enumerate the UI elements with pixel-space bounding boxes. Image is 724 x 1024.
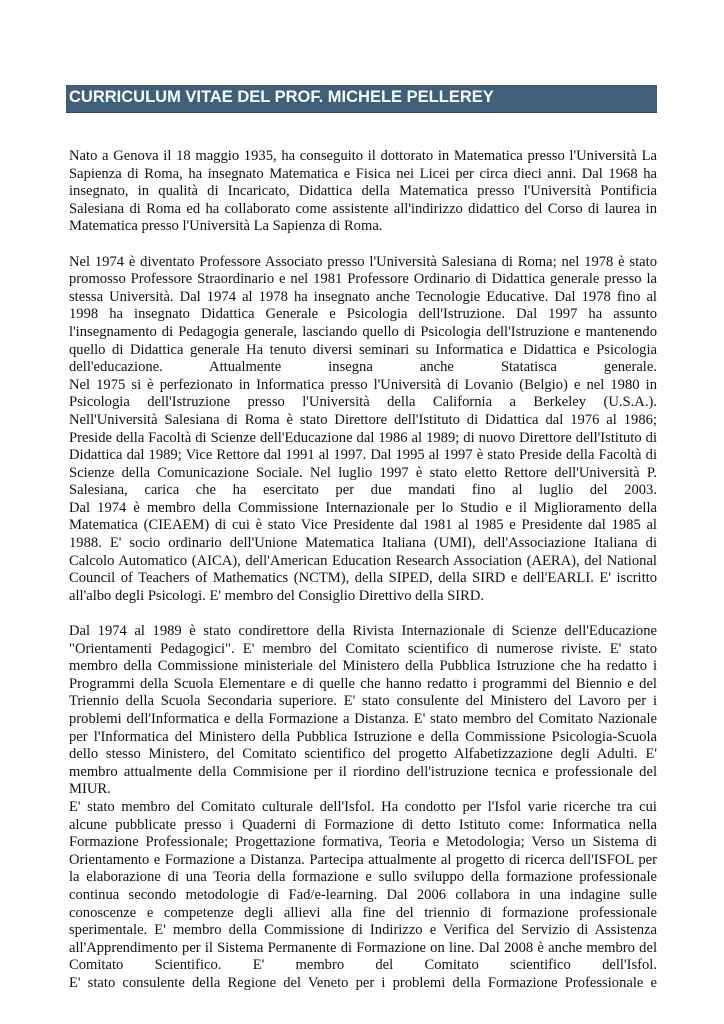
text-line: alcune pubblicate presso i Quaderni di Formazione di detto Istituto come: Informatica nella	[69, 816, 657, 833]
text-line: 1988. E' socio ordinario dell'Unione Matematica Italiana (UMI), dell'Associazione Italiana di	[69, 535, 657, 552]
text-line: Scienze della Comunicazione Sociale. Nel luglio 1997 è stato eletto Rettore dell'Università P.	[69, 464, 657, 481]
paragraph-1	[69, 148, 657, 236]
text-line: Formazione Professionale; Progettazione formativa, Teoria e Metodologia; Verso un Sistema di	[69, 834, 657, 851]
paragraph-2	[69, 254, 657, 606]
text-line: Nel 1974 è diventato Professore Associato presso l'Università Salesiana di Roma; nel 1978 è stato	[69, 253, 657, 270]
text-line: Orientamento e Formazione a Distanza. Partecipa attualmente al progetto di ricerca dell'ISFOL per	[69, 851, 657, 868]
text-line: Programmi della Scuola Elementare e di quelle che hanno redatto i programmi del Biennio e del	[69, 675, 657, 692]
text-line: Comitato Scientifico. E' membro del Comitato scientifico dell'Isfol.	[69, 957, 657, 974]
text-line: dell'educazione. Attualmente insegna anche Statatisca generale.	[69, 359, 657, 376]
text-line: all'Apprendimento per il Sistema Permanente di Formazione on line. Dal 2008 è anche membro del	[69, 939, 657, 956]
text-line: promosso Professore Straordinario e nel 1981 Professore Ordinario di Didattica generale presso la	[69, 271, 657, 288]
text-line: Preside della Facoltà di Scienze dell'Educazione dal 1986 al 1989; di nuovo Direttore dell'Istituto di	[69, 429, 657, 446]
text-line: "Orientamenti Pedagogici". E' membro del Comitato scientifico di numerose riviste. E' stato	[69, 640, 657, 657]
text-line: Psicologia dell'Istruzione presso l'Università della California a Berkeley (U.S.A.).	[69, 394, 657, 411]
text-line: membro della Commissione ministeriale del Ministero della Pubblica Istruzione che ha redatto i	[69, 658, 657, 675]
text-line: Nato a Genova il 18 maggio 1935, ha conseguito il dottorato in Matematica presso l'Università La	[69, 148, 657, 164]
text-line: MIUR.	[69, 781, 111, 798]
text-line: E' stato consulente della Regione del Veneto per i problemi della Formazione Professionale e	[69, 974, 657, 991]
text-line: Nell'Università Salesiana di Roma è stato Direttore dell'Istituto di Didattica dal 1976 al 1986;	[69, 411, 657, 428]
document-body	[69, 148, 657, 1010]
text-line: Salesiana di Roma ed ha collaborato come assistente all'indirizzo didattico del Corso di laurea in	[69, 200, 657, 217]
text-line: Nel 1975 si è perfezionato in Informatica presso l'Università di Lovanio (Belgio) e nel 1980 in	[69, 376, 657, 393]
text-line: membro attualmente della Commisione per il riordino dell'istruzione tecnica e professionale del	[69, 763, 657, 780]
text-line: Calcolo Automatico (AICA), dell'American Education Research Association (AERA), del National	[69, 552, 657, 569]
text-line: Matematica (CIEAEM) di cui è stato Vice Presidente dal 1981 al 1985 e Presidente dal 1985 al	[69, 517, 657, 534]
text-line: per l'Informatica del Ministero della Pubblica Istruzione e della Commissione Psicologia-Scuola	[69, 728, 657, 745]
paragraph-3	[69, 623, 657, 992]
text-line: dello stesso Ministero, del Comitato scientifico del progetto Alfabetizzazione degli Adulti. E'	[69, 746, 657, 763]
text-line: Council of Teachers of Mathematics (NCTM), della SIPED, della SIRD e dell'EARLI. E' iscritto	[69, 570, 657, 587]
title-bar	[66, 85, 657, 113]
text-line: Dal 1974 è membro della Commissione Internazionale per lo Studio e il Miglioramento della	[69, 499, 657, 516]
text-line: quello di Didattica generale Ha tenuto diversi seminari su Informatica e Didattica e Psicologia	[69, 341, 657, 358]
text-line: Didattica dal 1989; Vice Rettore dal 1991 al 1997. Dal 1995 al 1997 è stato Preside della Facoltà di	[69, 447, 657, 464]
text-line: problemi dell'Informatica e della Formazione a Distanza. E' stato membro del Comitato Nazionale	[69, 711, 657, 727]
text-line: l'insegnamento di Pedagogia generale, lasciando quello di Psicologia dell'Istruzione e mantenendo	[69, 323, 657, 340]
text-line: Matematica presso l'Università La Sapienza di Roma.	[69, 218, 383, 235]
text-line: sperimentale. E' membro della Commissione di Indirizzo e Verifica del Servizio di Assistenza	[69, 922, 657, 939]
text-line: insegnato, in qualità di Incaricato, Didattica della Matematica presso l'Università Pontificia	[69, 183, 657, 200]
text-line: all'albo degli Psicologi. E' membro del Consiglio Direttivo della SIRD.	[69, 587, 485, 604]
text-line: la elaborazione di una Teoria della formazione e sullo sviluppo della formazione professionale	[69, 869, 657, 886]
text-line: Triennio della Scuola Secondaria superiore. E' stato consulente del Ministero del Lavoro per i	[69, 693, 657, 710]
text-line: 1998 ha insegnato Didattica Generale e Psicologia dell'Istruzione. Dal 1997 ha assunto	[69, 306, 657, 323]
page-title: CURRICULUM VITAE DEL PROF. MICHELE PELLEREY	[69, 88, 494, 106]
text-line: conoscenze e competenze degli allievi alla fine del triennio di formazione professionale	[69, 904, 657, 921]
text-line: Sapienza di Roma, ha insegnato Matematica e Fisica nei Licei per circa dieci anni. Dal 1968 ha	[69, 165, 657, 182]
text-line: E' stato membro del Comitato culturale dell'Isfol. Ha condotto per l'Isfol varie ricerche tra cui	[69, 798, 657, 815]
text-line: Dal 1974 al 1989 è stato condirettore della Rivista Internazionale di Scienze dell'Educazione	[69, 623, 657, 640]
text-line: stessa Università. Dal 1974 al 1978 ha insegnato anche Tecnologie Educative. Dal 1978 fino al	[69, 288, 657, 305]
text-line: Salesiana, carica che ha esercitato per due mandati fino al luglio del 2003.	[69, 482, 657, 499]
text-line: continua secondo metodologie di Fad/e-learning. Dal 2006 collabora in una indagine sulle	[69, 886, 657, 903]
